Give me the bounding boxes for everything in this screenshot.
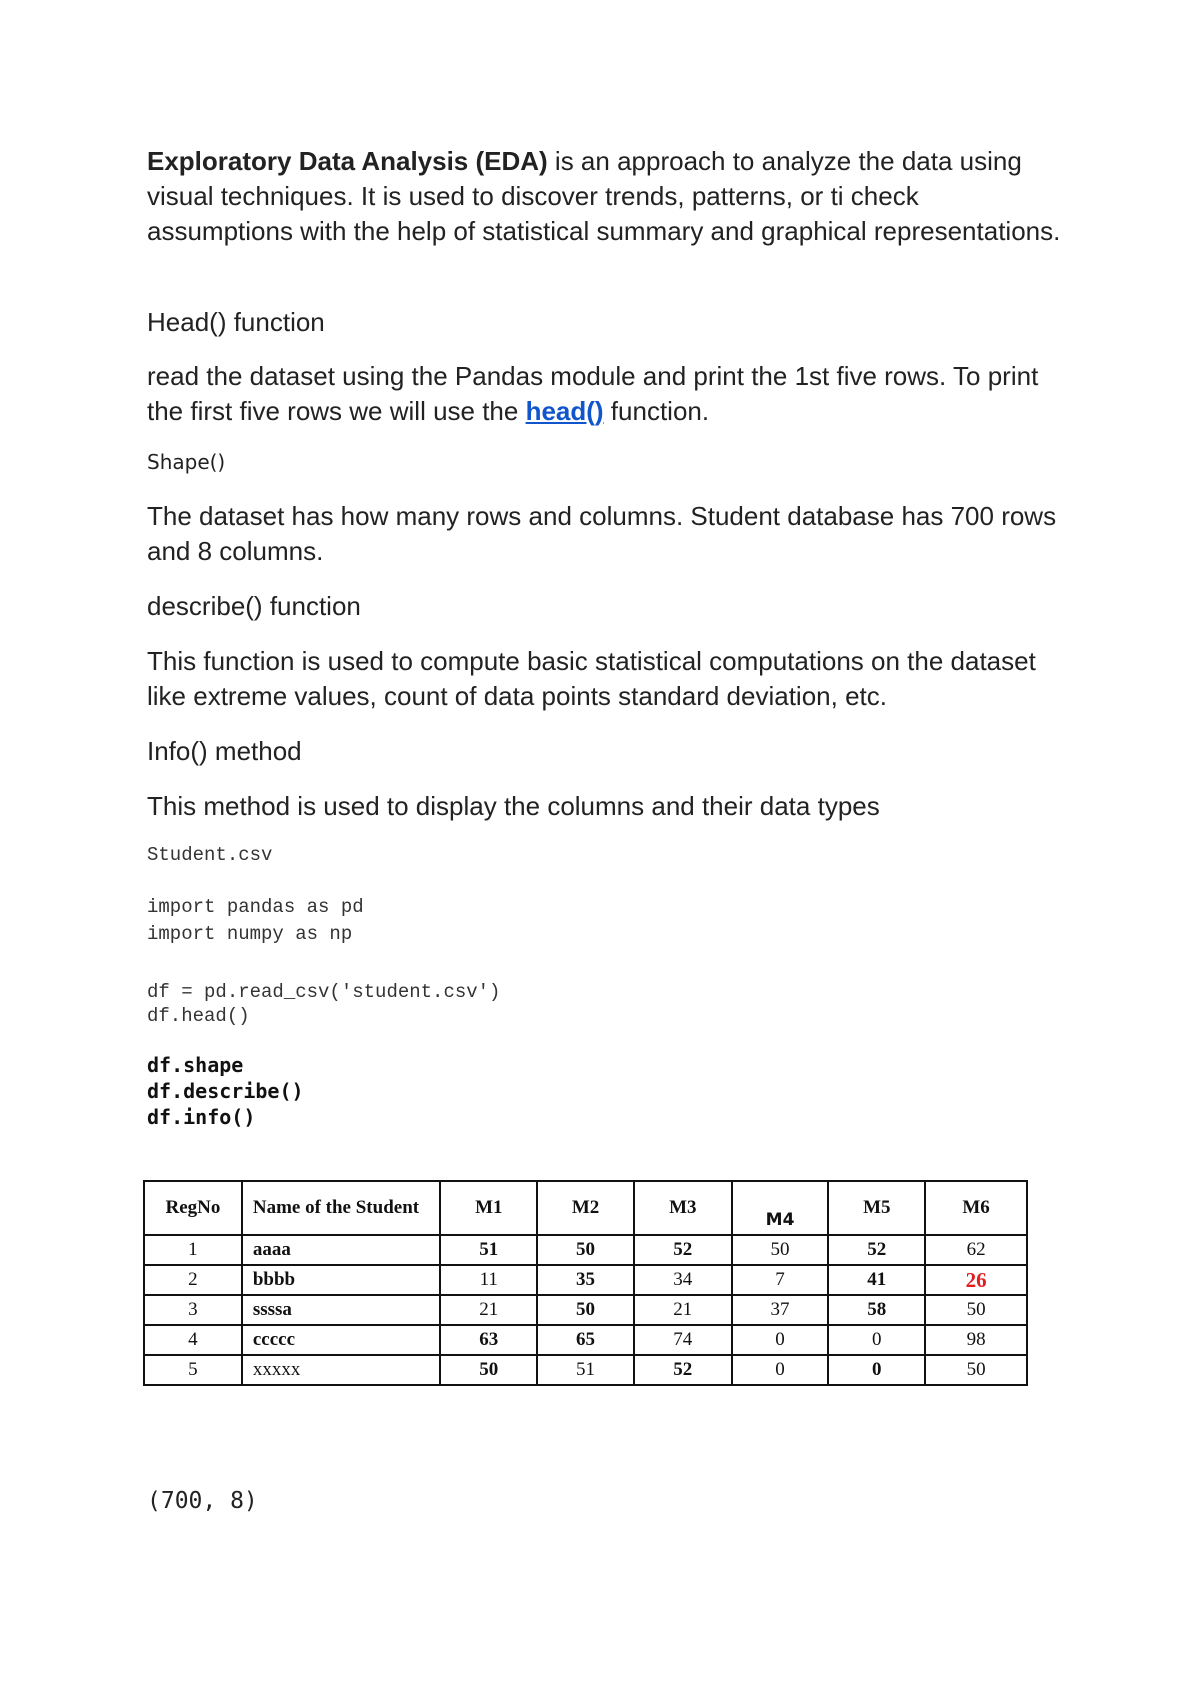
intro-bold-term: Exploratory Data Analysis (EDA) <box>147 146 548 176</box>
cell-name: ssssa <box>242 1295 441 1325</box>
shape-heading: Shape() <box>147 450 226 474</box>
intro-paragraph <box>147 144 1067 249</box>
cell-m2: 35 <box>537 1265 634 1295</box>
cell-m1: 50 <box>440 1355 537 1385</box>
head-link[interactable]: head() <box>525 396 604 426</box>
info-heading: Info() method <box>147 736 302 766</box>
code-read-csv: df = pd.read_csv('student.csv') df.head() <box>147 981 501 1027</box>
cell-m5: 0 <box>828 1355 925 1385</box>
cell-m5: 58 <box>828 1295 925 1325</box>
cell-m6: 50 <box>925 1355 1027 1385</box>
head-text-after-link: function. <box>603 396 710 426</box>
intro-text: is an approach to analyze the data using visual techniques. It is used to discover trends, patterns, or ti check assumptions with the help of statistical summary and graphical representations. <box>147 146 1061 246</box>
cell-m5: 0 <box>828 1325 925 1355</box>
cell-regno: 1 <box>144 1235 242 1265</box>
info-paragraph: This method is used to display the columns and their data types <box>147 791 880 821</box>
cell-m1: 21 <box>440 1295 537 1325</box>
cell-regno: 3 <box>144 1295 242 1325</box>
cell-m6: 98 <box>925 1325 1027 1355</box>
describe-heading: describe() function <box>147 591 361 621</box>
cell-m6: 62 <box>925 1235 1027 1265</box>
cell-m1: 11 <box>440 1265 537 1295</box>
cell-name: xxxxx <box>242 1355 441 1385</box>
cell-m2: 50 <box>537 1235 634 1265</box>
header-student-name: Name of the Student <box>242 1181 441 1235</box>
header-m5: M5 <box>828 1181 925 1235</box>
cell-m3: 52 <box>634 1355 732 1385</box>
code-imports: import pandas as pd import numpy as np <box>147 896 364 945</box>
table-row <box>144 1325 1027 1355</box>
cell-m4: 37 <box>732 1295 829 1325</box>
shape-paragraph: The dataset has how many rows and columns. Student database has 700 rows and 8 columns. <box>147 501 1057 566</box>
cell-m4: 7 <box>732 1265 829 1295</box>
cell-m2: 65 <box>537 1325 634 1355</box>
cell-m5: 41 <box>828 1265 925 1295</box>
cell-name: ccccc <box>242 1325 441 1355</box>
cell-m3: 21 <box>634 1295 732 1325</box>
head-heading: Head() function <box>147 307 325 337</box>
cell-m3: 52 <box>634 1235 732 1265</box>
table-header-row <box>144 1181 1027 1235</box>
cell-m3: 34 <box>634 1265 732 1295</box>
cell-regno: 5 <box>144 1355 242 1385</box>
cell-m3: 74 <box>634 1325 732 1355</box>
cell-m6-highlighted: 26 <box>925 1265 1027 1295</box>
head-text-before-link: read the dataset using the Pandas module and print the 1st five rows. To print the first five rows we will use the <box>147 361 1039 426</box>
header-m1: M1 <box>440 1181 537 1235</box>
cell-m2: 51 <box>537 1355 634 1385</box>
header-m2: M2 <box>537 1181 634 1235</box>
code-filename: Student.csv <box>147 844 273 866</box>
table-row <box>144 1265 1027 1295</box>
code-bold-commands: df.shape df.describe() df.info() <box>147 1053 304 1129</box>
header-m6: M6 <box>925 1181 1027 1235</box>
cell-m2: 50 <box>537 1295 634 1325</box>
cell-m5: 52 <box>828 1235 925 1265</box>
cell-name: bbbb <box>242 1265 441 1295</box>
head-paragraph <box>147 359 1067 429</box>
header-m4: M4 <box>732 1181 829 1235</box>
header-m3: M3 <box>634 1181 732 1235</box>
shape-output: (700, 8) <box>147 1488 258 1514</box>
cell-m4: 0 <box>732 1355 829 1385</box>
cell-m1: 51 <box>440 1235 537 1265</box>
student-table <box>143 1180 1028 1386</box>
table-row <box>144 1235 1027 1265</box>
cell-m1: 63 <box>440 1325 537 1355</box>
cell-name: aaaa <box>242 1235 441 1265</box>
describe-paragraph: This function is used to compute basic statistical computations on the dataset like extreme values, count of data points standard deviation, etc. <box>147 646 1036 711</box>
header-regno: RegNo <box>144 1181 242 1235</box>
cell-m6: 50 <box>925 1295 1027 1325</box>
cell-regno: 4 <box>144 1325 242 1355</box>
cell-regno: 2 <box>144 1265 242 1295</box>
table-row <box>144 1355 1027 1385</box>
table-row <box>144 1295 1027 1325</box>
cell-m4: 0 <box>732 1325 829 1355</box>
cell-m4: 50 <box>732 1235 829 1265</box>
